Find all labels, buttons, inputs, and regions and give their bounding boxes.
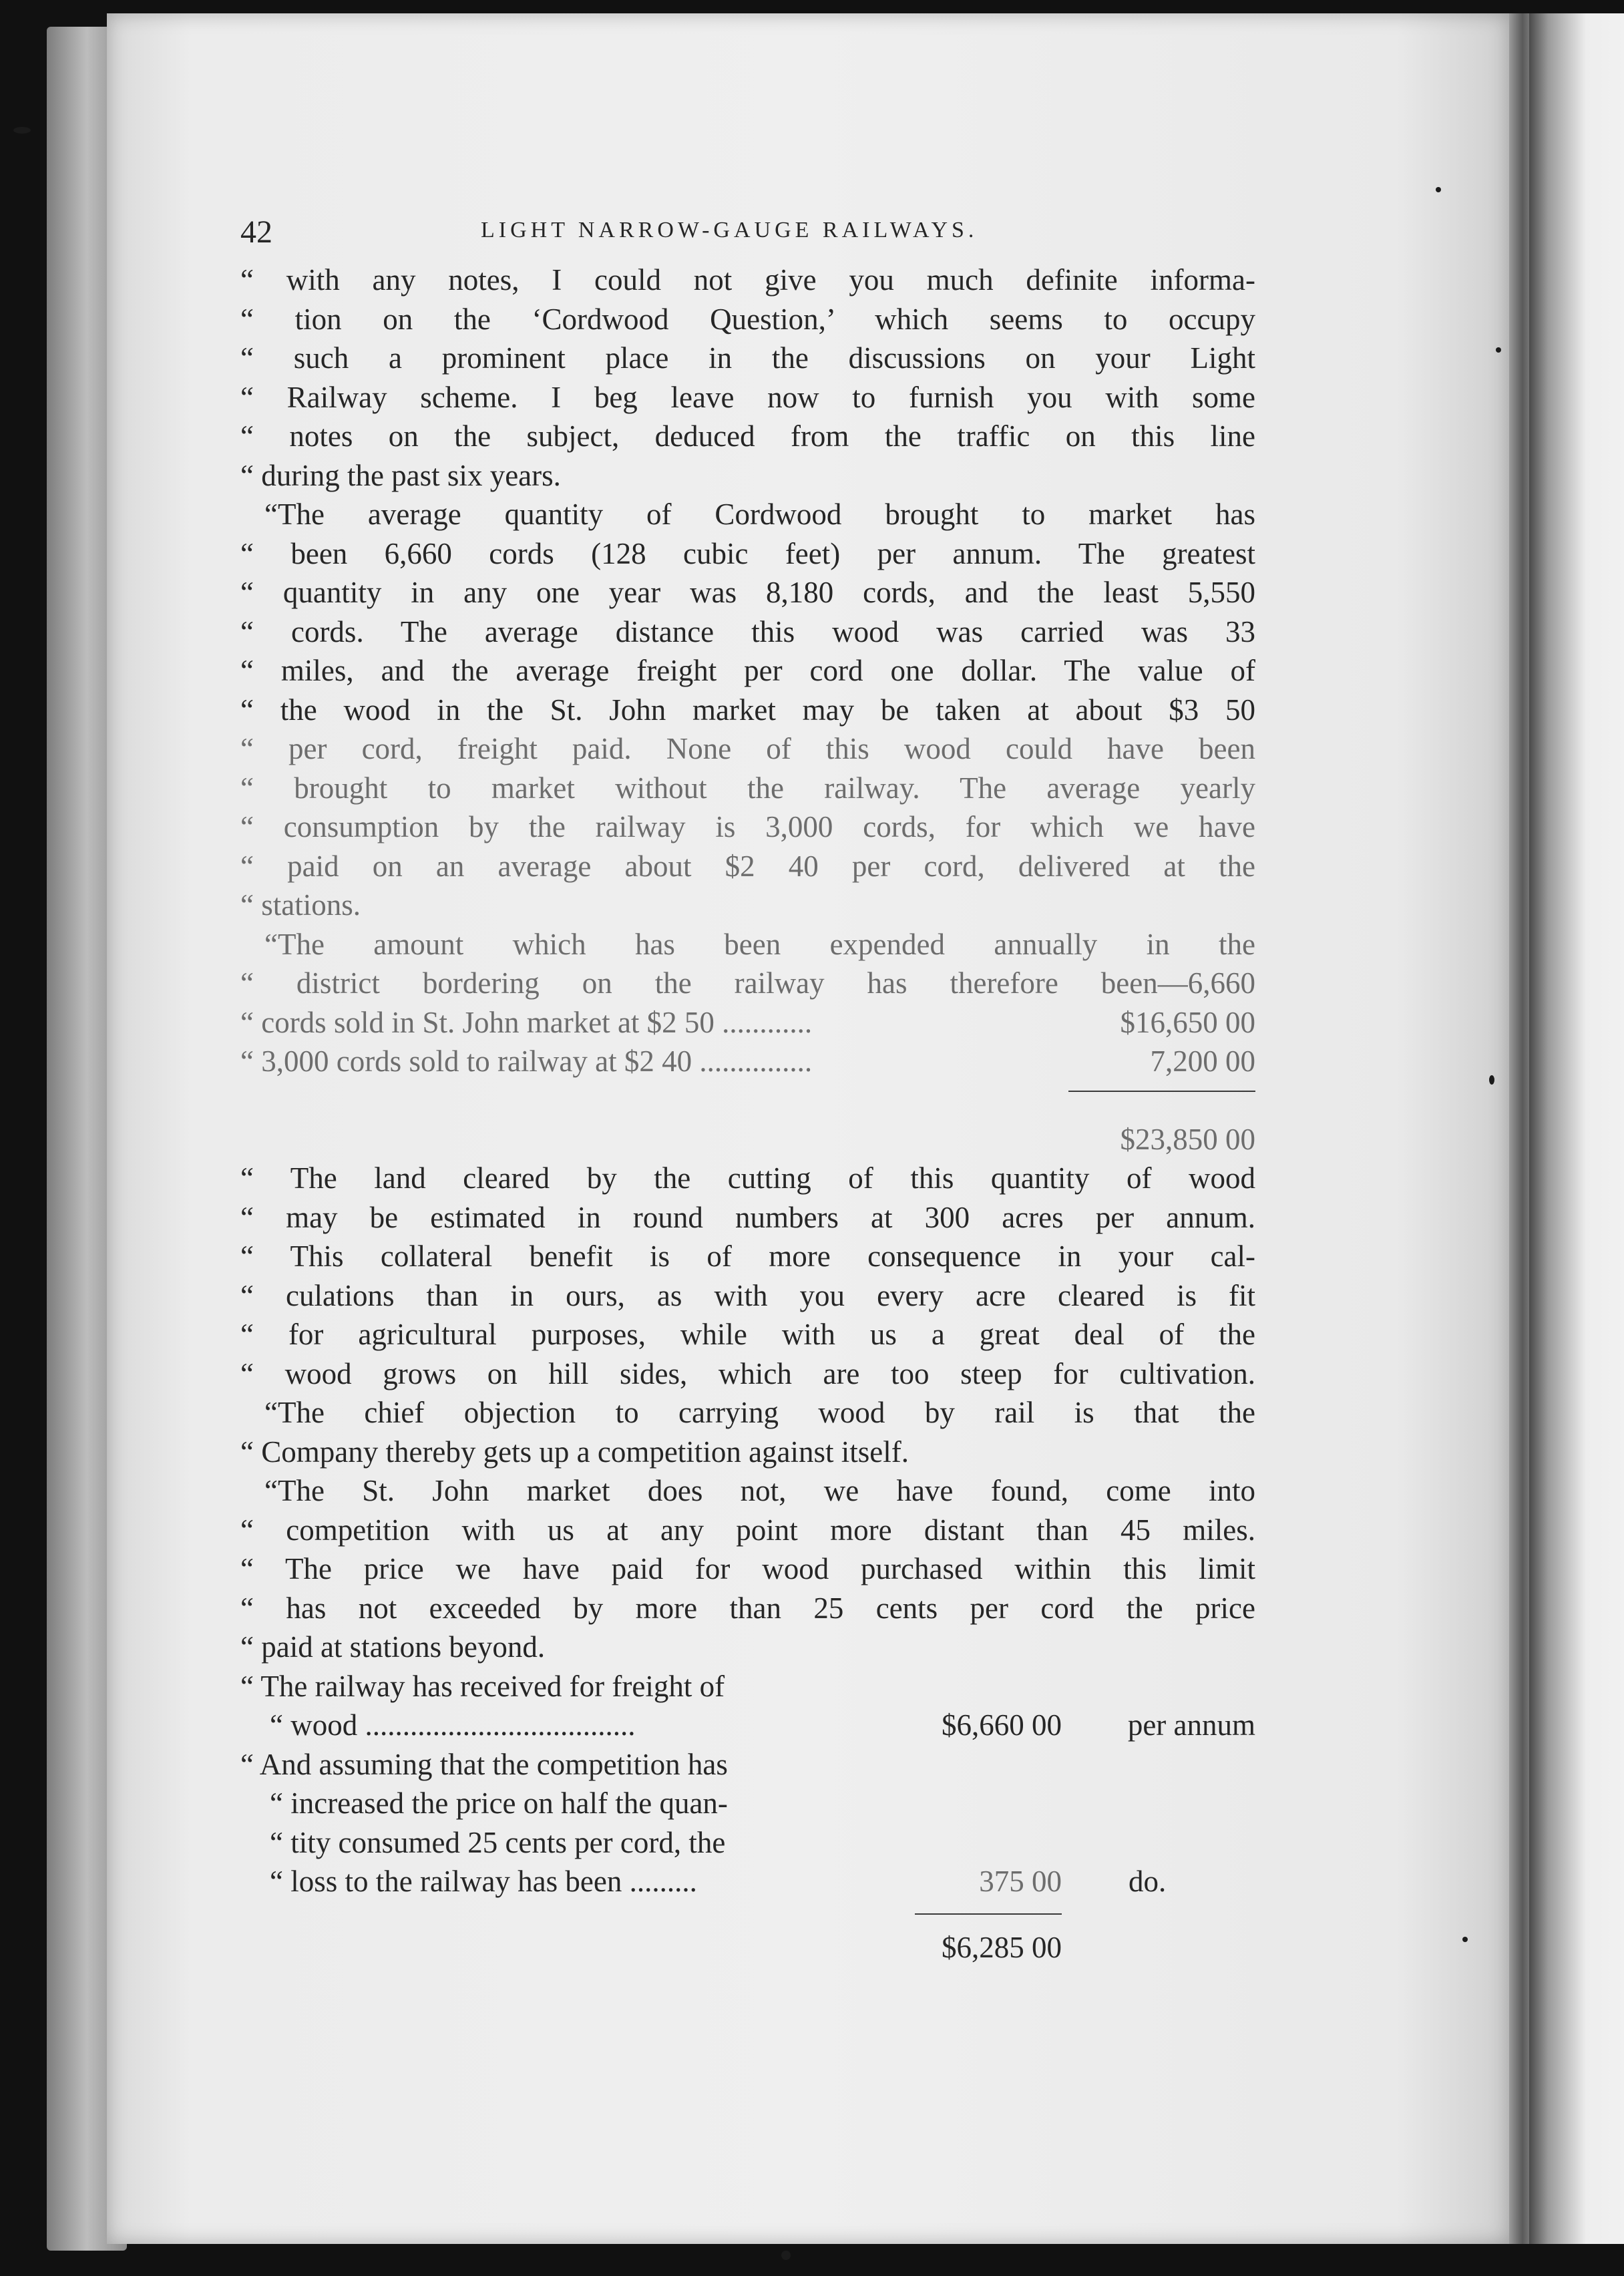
loss-label: “ tity consumed 25 cents per cord, the: [270, 1825, 726, 1859]
ledger-amount: 7,200 00: [1150, 1045, 1255, 1078]
scan-speck: [1462, 1937, 1468, 1942]
text-line: “ brought to market without the railway. The average yearly: [240, 771, 1255, 805]
ledger-rule: [1068, 1091, 1255, 1092]
text-line: “ The land cleared by the cutting of this quantity of wood: [240, 1161, 1255, 1195]
loss-row: [240, 1784, 1255, 1823]
text-line: “ during the past six years.: [240, 458, 561, 492]
scan-speck: [1496, 347, 1501, 353]
text-line: “ cords. The average distance this wood was carried was 33: [240, 614, 1255, 648]
paragraph-market-competition: [240, 1471, 1255, 1667]
text-line: “ for agricultural purposes, while with us a great deal of the: [240, 1318, 1255, 1351]
text-line: “ The price we have paid for wood purchased within this limit: [240, 1552, 1255, 1585]
text-line: “ may be estimated in round numbers at 300 acres per annum.: [240, 1200, 1255, 1234]
scan-speck: [1436, 187, 1441, 192]
text-line: “ miles, and the average freight per cord one dollar. The value of: [240, 654, 1255, 687]
facing-page: [1529, 13, 1624, 2244]
text-line: “ been 6,660 cords (128 cubic feet) per annum. The greatest: [240, 536, 1255, 570]
page-header: [240, 200, 1255, 260]
loss-row: [240, 1862, 1255, 1901]
text-line: “The average quantity of Cordwood brought to market has: [264, 498, 1255, 531]
freight-note: per annum: [1127, 1708, 1255, 1742]
freight-amount: $6,660 00: [942, 1708, 1062, 1742]
freight-row: [240, 1706, 1255, 1745]
text-line: “ This collateral benefit is of more consequence in your cal-: [240, 1240, 1255, 1273]
page-number: 42: [240, 214, 272, 250]
text-line: “ such a prominent place in the discussions on your Light: [240, 341, 1255, 375]
text-line: “The St. John market does not, we have found, come into: [264, 1474, 1255, 1507]
freight-total: $6,285 00: [942, 1930, 1062, 1964]
text-line: “ tion on the ‘Cordwood Question,’ which seems to occupy: [240, 302, 1255, 336]
ledger-label: “ 3,000 cords sold to railway at $2 40 ...............: [240, 1045, 813, 1078]
freight-rule: [915, 1913, 1062, 1915]
text-line: “ wood grows on hill sides, which are too steep for cultivation.: [240, 1356, 1255, 1390]
freight-rule-row: [240, 1901, 1255, 1928]
text-line: “The chief objection to carrying wood by rail is that the: [264, 1396, 1255, 1429]
loss-label: “ loss to the railway has been .........: [270, 1865, 697, 1898]
text-line: “ Company thereby gets up a competition against itself.: [240, 1435, 909, 1469]
ledger-row: [240, 1042, 1255, 1081]
text-line: “The amount which has been expended annually in the: [264, 927, 1255, 961]
loss-label: “ increased the price on half the quan-: [270, 1786, 728, 1820]
text-line: “ the wood in the St. John market may be taken at about $3 50: [240, 693, 1255, 727]
text-line: “ paid on an average about $2 40 per cord, delivered at the: [240, 849, 1255, 883]
paragraph-land-cleared: [240, 1159, 1255, 1393]
text-line: “ competition with us at any point more distant than 45 miles.: [240, 1513, 1255, 1547]
freight-label: “ wood ....................................: [270, 1708, 636, 1742]
paragraph-chief-objection: [240, 1393, 1255, 1471]
text-line: “ paid at stations beyond.: [240, 1630, 546, 1664]
text-line: “ quantity in any one year was 8,180 cords, and the least 5,550: [240, 576, 1255, 609]
loss-amount: 375 00: [979, 1865, 1062, 1898]
ledger-label: “ cords sold in St. John market at $2 50 ............: [240, 1005, 813, 1039]
paragraph-notes: [240, 260, 1255, 495]
ledger-spacer: [240, 1100, 1255, 1120]
loss-label: “ And assuming that the competition has: [240, 1747, 728, 1781]
ledger-total: $23,850 00: [1120, 1122, 1255, 1156]
running-title: LIGHT NARROW-GAUGE RAILWAYS.: [481, 218, 978, 242]
scan-speck: [13, 127, 31, 134]
text-line: “ with any notes, I could not give you much definite informa-: [240, 263, 1255, 297]
page-text: [240, 200, 1255, 1967]
text-line: “ consumption by the railway is 3,000 cords, for which we have: [240, 810, 1255, 843]
loss-row: [240, 1823, 1255, 1863]
text-line: “ stations.: [240, 888, 361, 922]
ledger-row: [240, 1003, 1255, 1042]
freight-row: [240, 1667, 1255, 1706]
text-line: “ culations than in ours, as with you every acre cleared is fit: [240, 1278, 1255, 1312]
scan-speck: [1489, 1075, 1494, 1085]
freight-total-row: [240, 1928, 1255, 1967]
text-line: “ Railway scheme. I beg leave now to furnish you with some: [240, 380, 1255, 414]
ledger-amount: $16,650 00: [1120, 1005, 1255, 1039]
text-line: “ has not exceeded by more than 25 cents per cord the price: [240, 1591, 1255, 1625]
paragraph-average-quantity: [240, 495, 1255, 925]
text-line: “ district bordering on the railway has therefore been—6,660: [240, 966, 1255, 1000]
paragraph-amount-expended: [240, 925, 1255, 1003]
loss-note: do.: [1129, 1865, 1167, 1898]
text-line: “ per cord, freight paid. None of this wood could have been: [240, 732, 1255, 765]
ledger-rule-row: [240, 1081, 1255, 1100]
expenditure-ledger: [240, 1003, 1255, 1159]
text-line: “ notes on the subject, deduced from the traffic on this line: [240, 419, 1255, 453]
freight-table: [240, 1667, 1255, 1967]
freight-label: “ The railway has received for freight of: [240, 1669, 725, 1703]
scan-speck: [781, 2251, 791, 2260]
loss-row: [240, 1745, 1255, 1784]
